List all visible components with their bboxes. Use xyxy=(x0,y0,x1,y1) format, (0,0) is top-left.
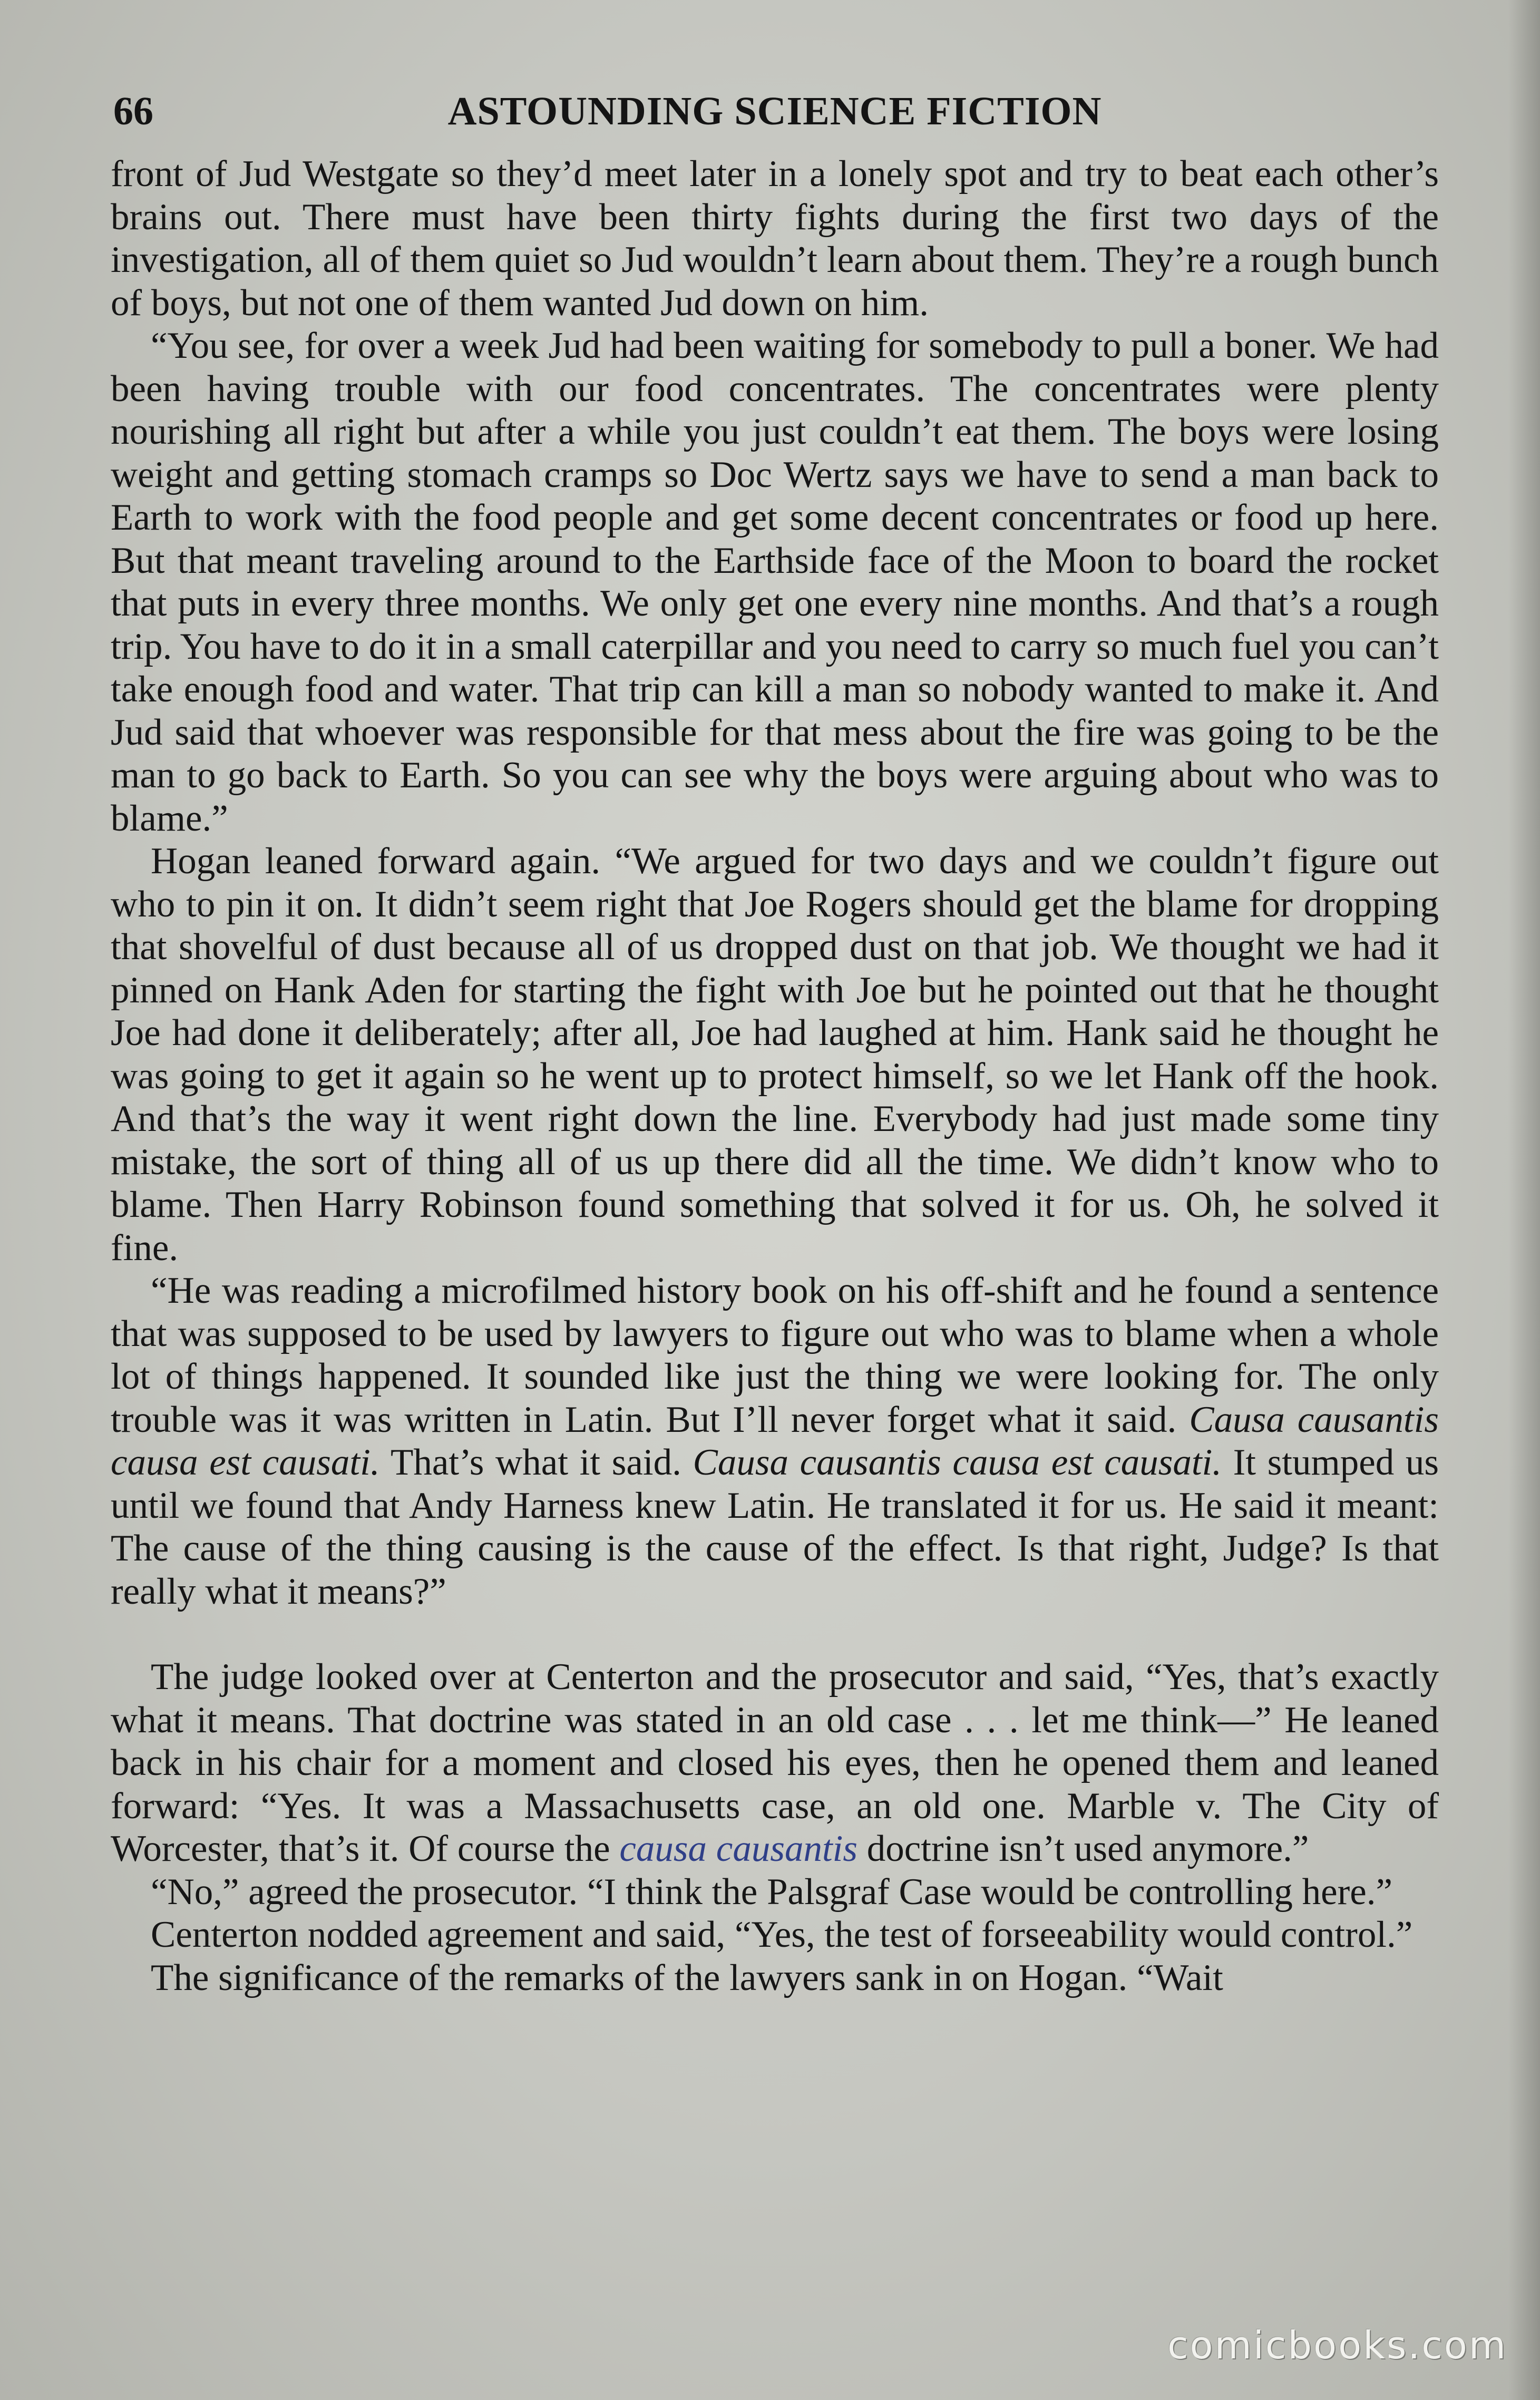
paragraph: “No,” agreed the prosecutor. “I think the Palsgraf Case would be controlling here.” xyxy=(151,1871,1393,1913)
page-number: 66 xyxy=(113,89,153,133)
paragraph: front of Jud Westgate so they’d meet later in a lonely spot and try to beat each other’s brains out. There must have been thirty fights during the first two days of the investigation, all of them quiet so Jud wouldn’t learn about them. They’re a rough bunch of boys, but not one of them wanted Jud down on him. xyxy=(111,153,1439,324)
paragraph: The significance of the remarks of the lawyers sank in on Hogan. “Wait xyxy=(151,1957,1223,1998)
latin-phrase: causa causantis xyxy=(619,1828,858,1869)
body-text xyxy=(111,153,1439,1999)
paragraph: “He was reading a microfilmed history book on his off-shift and he found a sentence that was supposed to be used by lawyers to figure out who was to blame when a whole lot of things happened. It sounded like just the thing we were looking for. The only trouble was it was written in Latin. But I’ll never forget what it said. Causa causantis causa est causati. That’s what it said. Causa causantis causa est causati. It stumped us until we found that Andy Harness knew Latin. He translated it for us. He said it meant: The cause of the thing causing is the cause of the effect. Is that right, Judge? Is that really what it means?” xyxy=(111,1270,1439,1612)
latin-phrase: Causa causantis causa est causati. xyxy=(111,1399,1439,1483)
page-header xyxy=(113,79,1436,137)
paragraph: The judge looked over at Centerton and the prosecutor and said, “Yes, that’s exactly what it means. That doctrine was stated in an old case . . . let me think—” He leaned back in his chair for a moment and closed his eyes, then he opened them and leaned forward: “Yes. It was a Massachusetts case, an old one. Marble v. The City of Worcester, that’s it. Of course the causa causantis doctrine isn’t used anymore.” xyxy=(111,1656,1439,1869)
watermark-logo: comicbooks.com xyxy=(1167,2323,1507,2367)
page-gutter-shadow xyxy=(1508,0,1540,2400)
running-head: ASTOUNDING SCIENCE FICTION xyxy=(447,89,1102,133)
paragraph: Hogan leaned forward again. “We argued for two days and we couldn’t figure out who to pin it on. It didn’t seem right that Joe Rogers should get the blame for dropping that shovelful of dust because all of us dropped dust on that job. We thought we had it pinned on Hank Aden for starting the fight with Joe but he pointed out that he thought Joe had done it deliberately; after all, Joe had laughed at him. Hank said he thought he was going to get it again so he went up to protect himself, so we let Hank off the hook. And that’s the way it went right down the line. Everybody had just made some tiny mistake, the sort of thing all of us up there did all the time. We didn’t know who to blame. Then Harry Robinson found something that solved it for us. Oh, he solved it fine. xyxy=(111,841,1439,1269)
paragraph: Centerton nodded agreement and said, “Yes, the test of forseeability would control.” xyxy=(151,1914,1413,1955)
paragraph: “You see, for over a week Jud had been waiting for somebody to pull a boner. We had been having trouble with our food concentrates. The concentrates were plenty nourishing all right but after a while you just couldn’t eat them. The boys were losing weight and getting stomach cramps so Doc Wertz says we have to send a man back to Earth to work with the food people and get some decent concentrates or food up here. But that meant traveling around to the Earthside face of the Moon to board the rocket that puts in every three months. We only get one every nine months. And that’s a rough trip. You have to do it in a small caterpillar and you need to carry so much fuel you can’t take enough food and water. That trip can kill a man so nobody wanted to make it. And Jud said that whoever was responsible for that mess about the fire was going to be the man to go back to Earth. So you can see why the boys were arguing about who was to blame.” xyxy=(111,325,1439,839)
latin-phrase: Causa causantis causa est causati. xyxy=(693,1442,1222,1483)
